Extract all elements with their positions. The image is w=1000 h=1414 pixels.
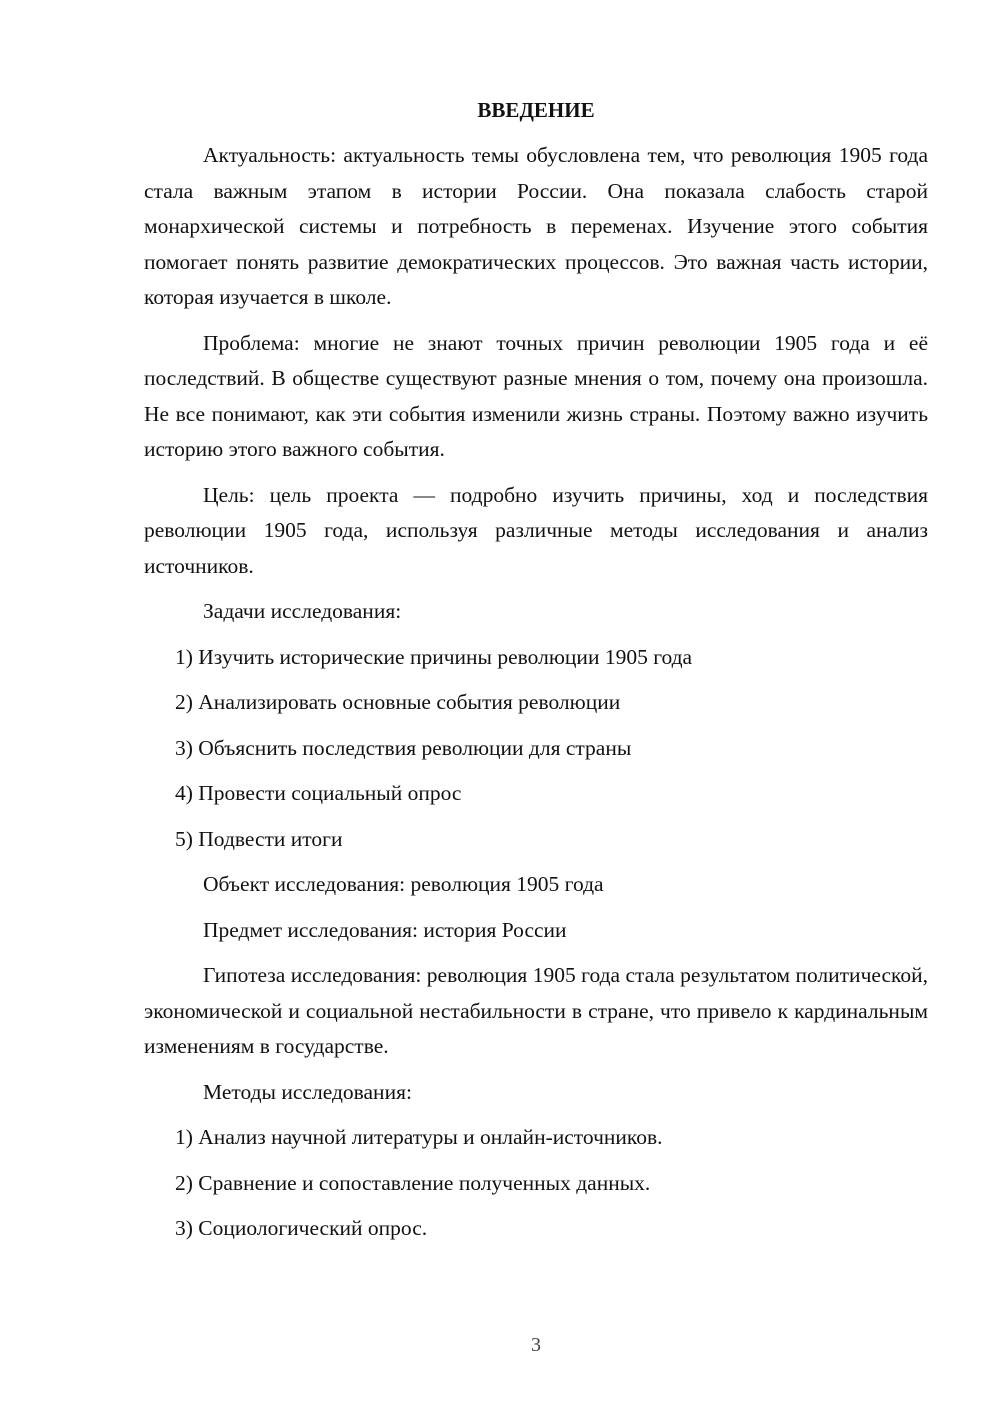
task-item: 4) Провести социальный опрос: [175, 781, 462, 805]
method-item: 1) Анализ научной литературы и онлайн-источников.: [175, 1125, 663, 1149]
method-item: 2) Сравнение и сопоставление полученных данных.: [175, 1170, 651, 1195]
task-item: 1) Изучить исторические причины революции 1905 года: [175, 644, 693, 669]
tasks-heading: Задачи исследования:: [203, 599, 402, 623]
task-item: 5) Подвести итоги: [175, 826, 343, 851]
page-content: [144, 95, 928, 1257]
task-item: 3) Объяснить последствия революции для страны: [175, 735, 632, 760]
object-line: Объект исследования: революция 1905 года: [203, 872, 604, 896]
method-item: 3) Социологический опрос.: [175, 1216, 428, 1240]
hypothesis-paragraph: Гипотеза исследования: революция 1905 года стала результатом политической, экономической и социальной нестабильности в стране, что привело к кардинальным изменениям в государстве.: [144, 963, 928, 1058]
task-item: 2) Анализировать основные события революции: [175, 690, 621, 714]
relevance-paragraph: Актуальность: актуальность темы обусловлена тем, что революция 1905 года стала важным этапом в истории России. Она показала слабость старой монархической системы и потребность в переменах. Изучение этого события помогает понять развитие демократических процессов. Это важная часть истории, которая изучается в школе.: [144, 143, 928, 309]
problem-paragraph: Проблема: многие не знают точных причин революции 1905 года и её последствий. В обществе существуют разные мнения о том, почему она произошла. Не все понимают, как эти события изменили жизнь страны. Поэтому важно изучить историю этого важного события.: [144, 330, 928, 461]
section-title: ВВЕДЕНИЕ: [477, 98, 595, 122]
methods-heading: Методы исследования:: [203, 1079, 412, 1104]
subject-line: Предмет исследования: история России: [203, 917, 567, 942]
goal-paragraph: Цель: цель проекта — подробно изучить причины, ход и последствия революции 1905 года, используя различные методы исследования и анализ источников.: [144, 482, 928, 578]
page-number: 3: [531, 1334, 541, 1356]
